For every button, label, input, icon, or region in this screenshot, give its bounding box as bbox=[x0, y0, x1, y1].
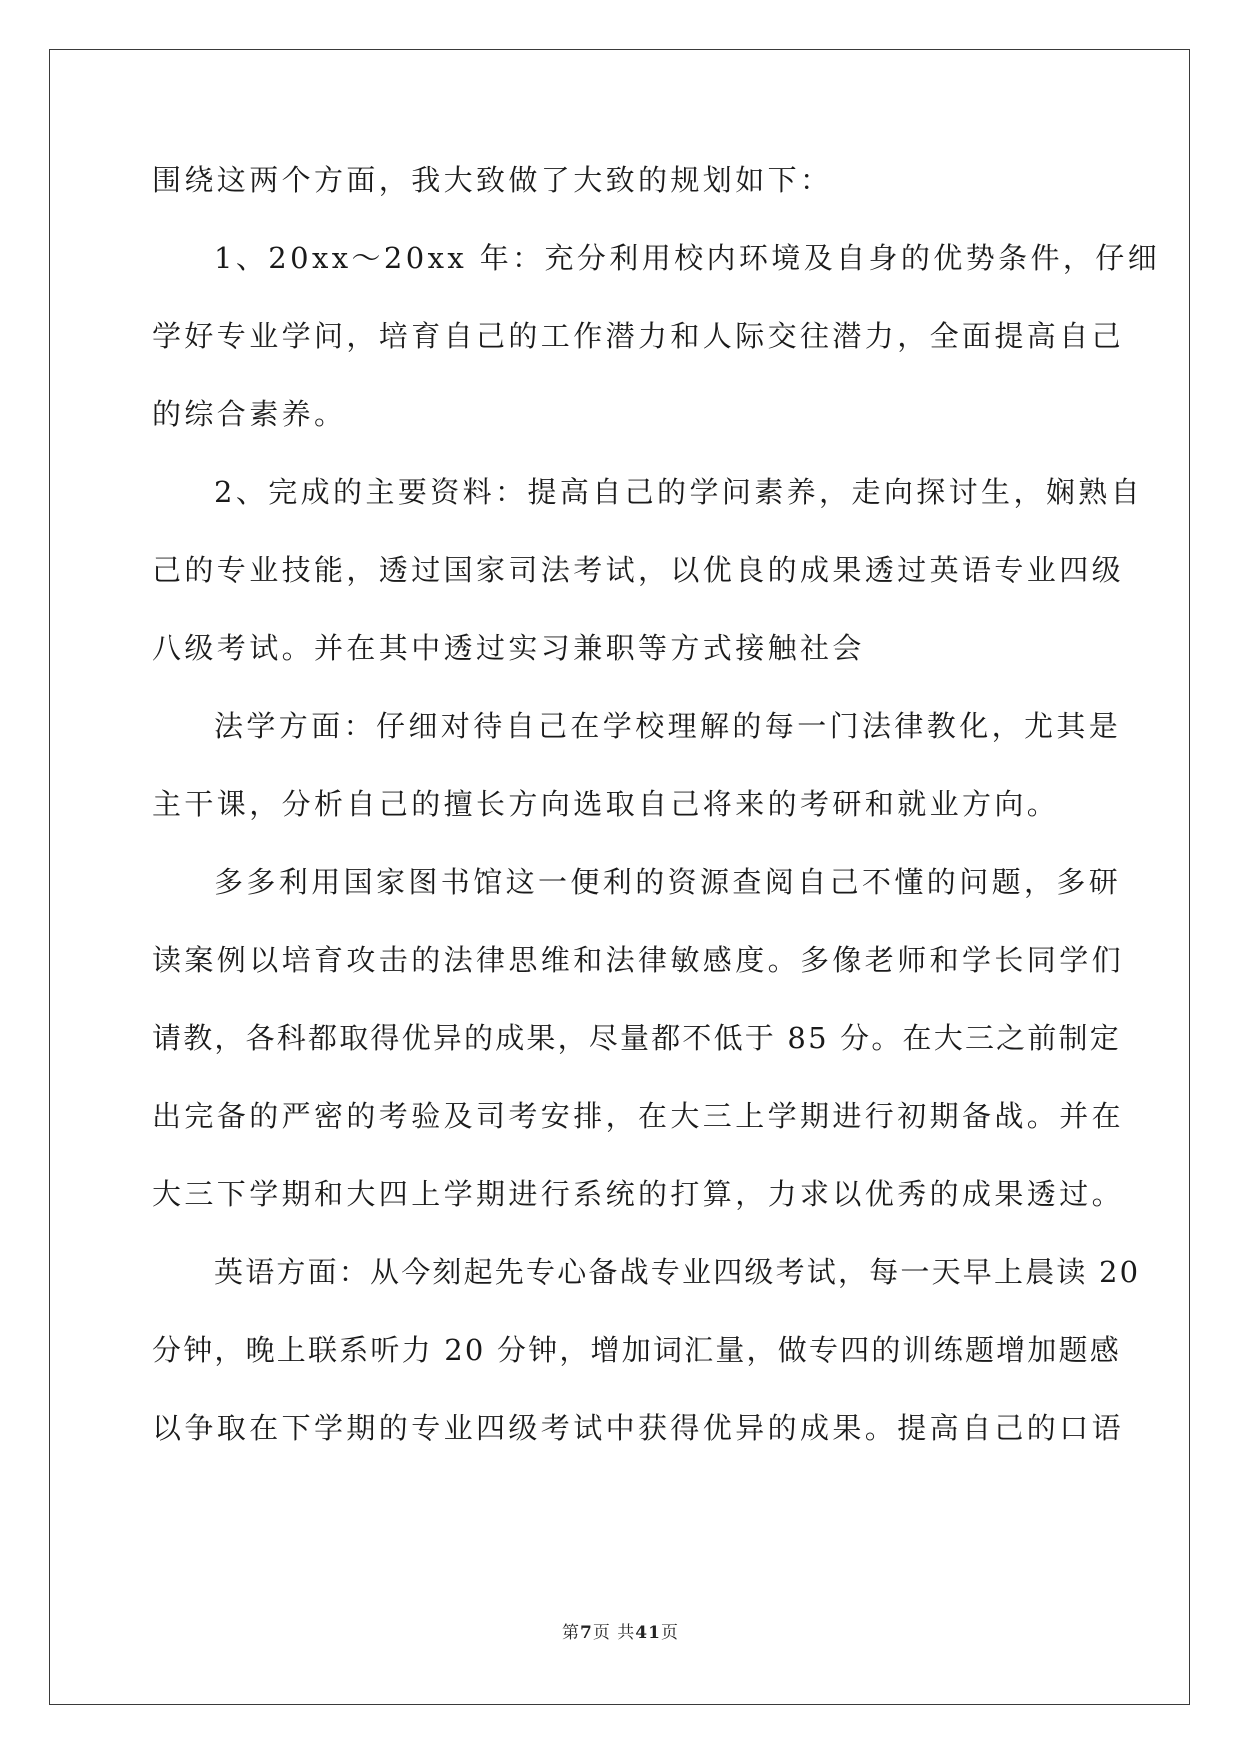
text-line: 多多利用国家图书馆这一便利的资源查阅自己不懂的问题，多研 bbox=[214, 865, 1122, 899]
text-line: 学好专业学问，培育自己的工作潜力和人际交往潜力，全面提高自己 bbox=[152, 319, 1125, 353]
text-line: 请教，各科都取得优异的成果，尽量都不低于 85 分。在大三之前制定 bbox=[152, 1021, 1121, 1055]
footer-suffix: 页 bbox=[660, 1623, 679, 1643]
text-line: 2、完成的主要资料：提高自己的学问素养，走向探讨生，娴熟自 bbox=[214, 475, 1144, 509]
footer-mid: 页 共 bbox=[592, 1623, 636, 1643]
footer-prefix: 第 bbox=[562, 1623, 581, 1643]
text-line: 英语方面：从今刻起先专心备战专业四级考试，每一天早上晨读 20 bbox=[214, 1255, 1141, 1289]
text-line: 主干课，分析自己的擅长方向选取自己将来的考研和就业方向。 bbox=[152, 787, 1060, 821]
text-line: 法学方面：仔细对待自己在学校理解的每一门法律教化，尤其是 bbox=[214, 709, 1122, 743]
text-line: 的综合素养。 bbox=[152, 397, 347, 431]
text-line: 1、20xx～20xx 年：充分利用校内环境及自身的优势条件，仔细 bbox=[214, 241, 1161, 275]
text-line: 己的专业技能，透过国家司法考试，以优良的成果透过英语专业四级 bbox=[152, 553, 1125, 587]
total-page-number: 41 bbox=[635, 1623, 661, 1643]
text-line: 围绕这两个方面，我大致做了大致的规划如下： bbox=[152, 163, 833, 197]
document-body bbox=[152, 162, 1161, 1488]
text-line: 大三下学期和大四上学期进行系统的打算，力求以优秀的成果透过。 bbox=[152, 1177, 1125, 1211]
page-footer bbox=[0, 1618, 1241, 1643]
current-page-number: 7 bbox=[580, 1623, 593, 1643]
text-line: 出完备的严密的考验及司考安排，在大三上学期进行初期备战。并在 bbox=[152, 1099, 1125, 1133]
text-line: 八级考试。并在其中透过实习兼职等方式接触社会 bbox=[152, 631, 865, 665]
text-line: 以争取在下学期的专业四级考试中获得优异的成果。提高自己的口语 bbox=[152, 1411, 1125, 1445]
text-line: 分钟，晚上联系听力 20 分钟，增加词汇量，做专四的训练题增加题感 bbox=[152, 1333, 1121, 1367]
text-line: 读案例以培育攻击的法律思维和法律敏感度。多像老师和学长同学们 bbox=[152, 943, 1125, 977]
